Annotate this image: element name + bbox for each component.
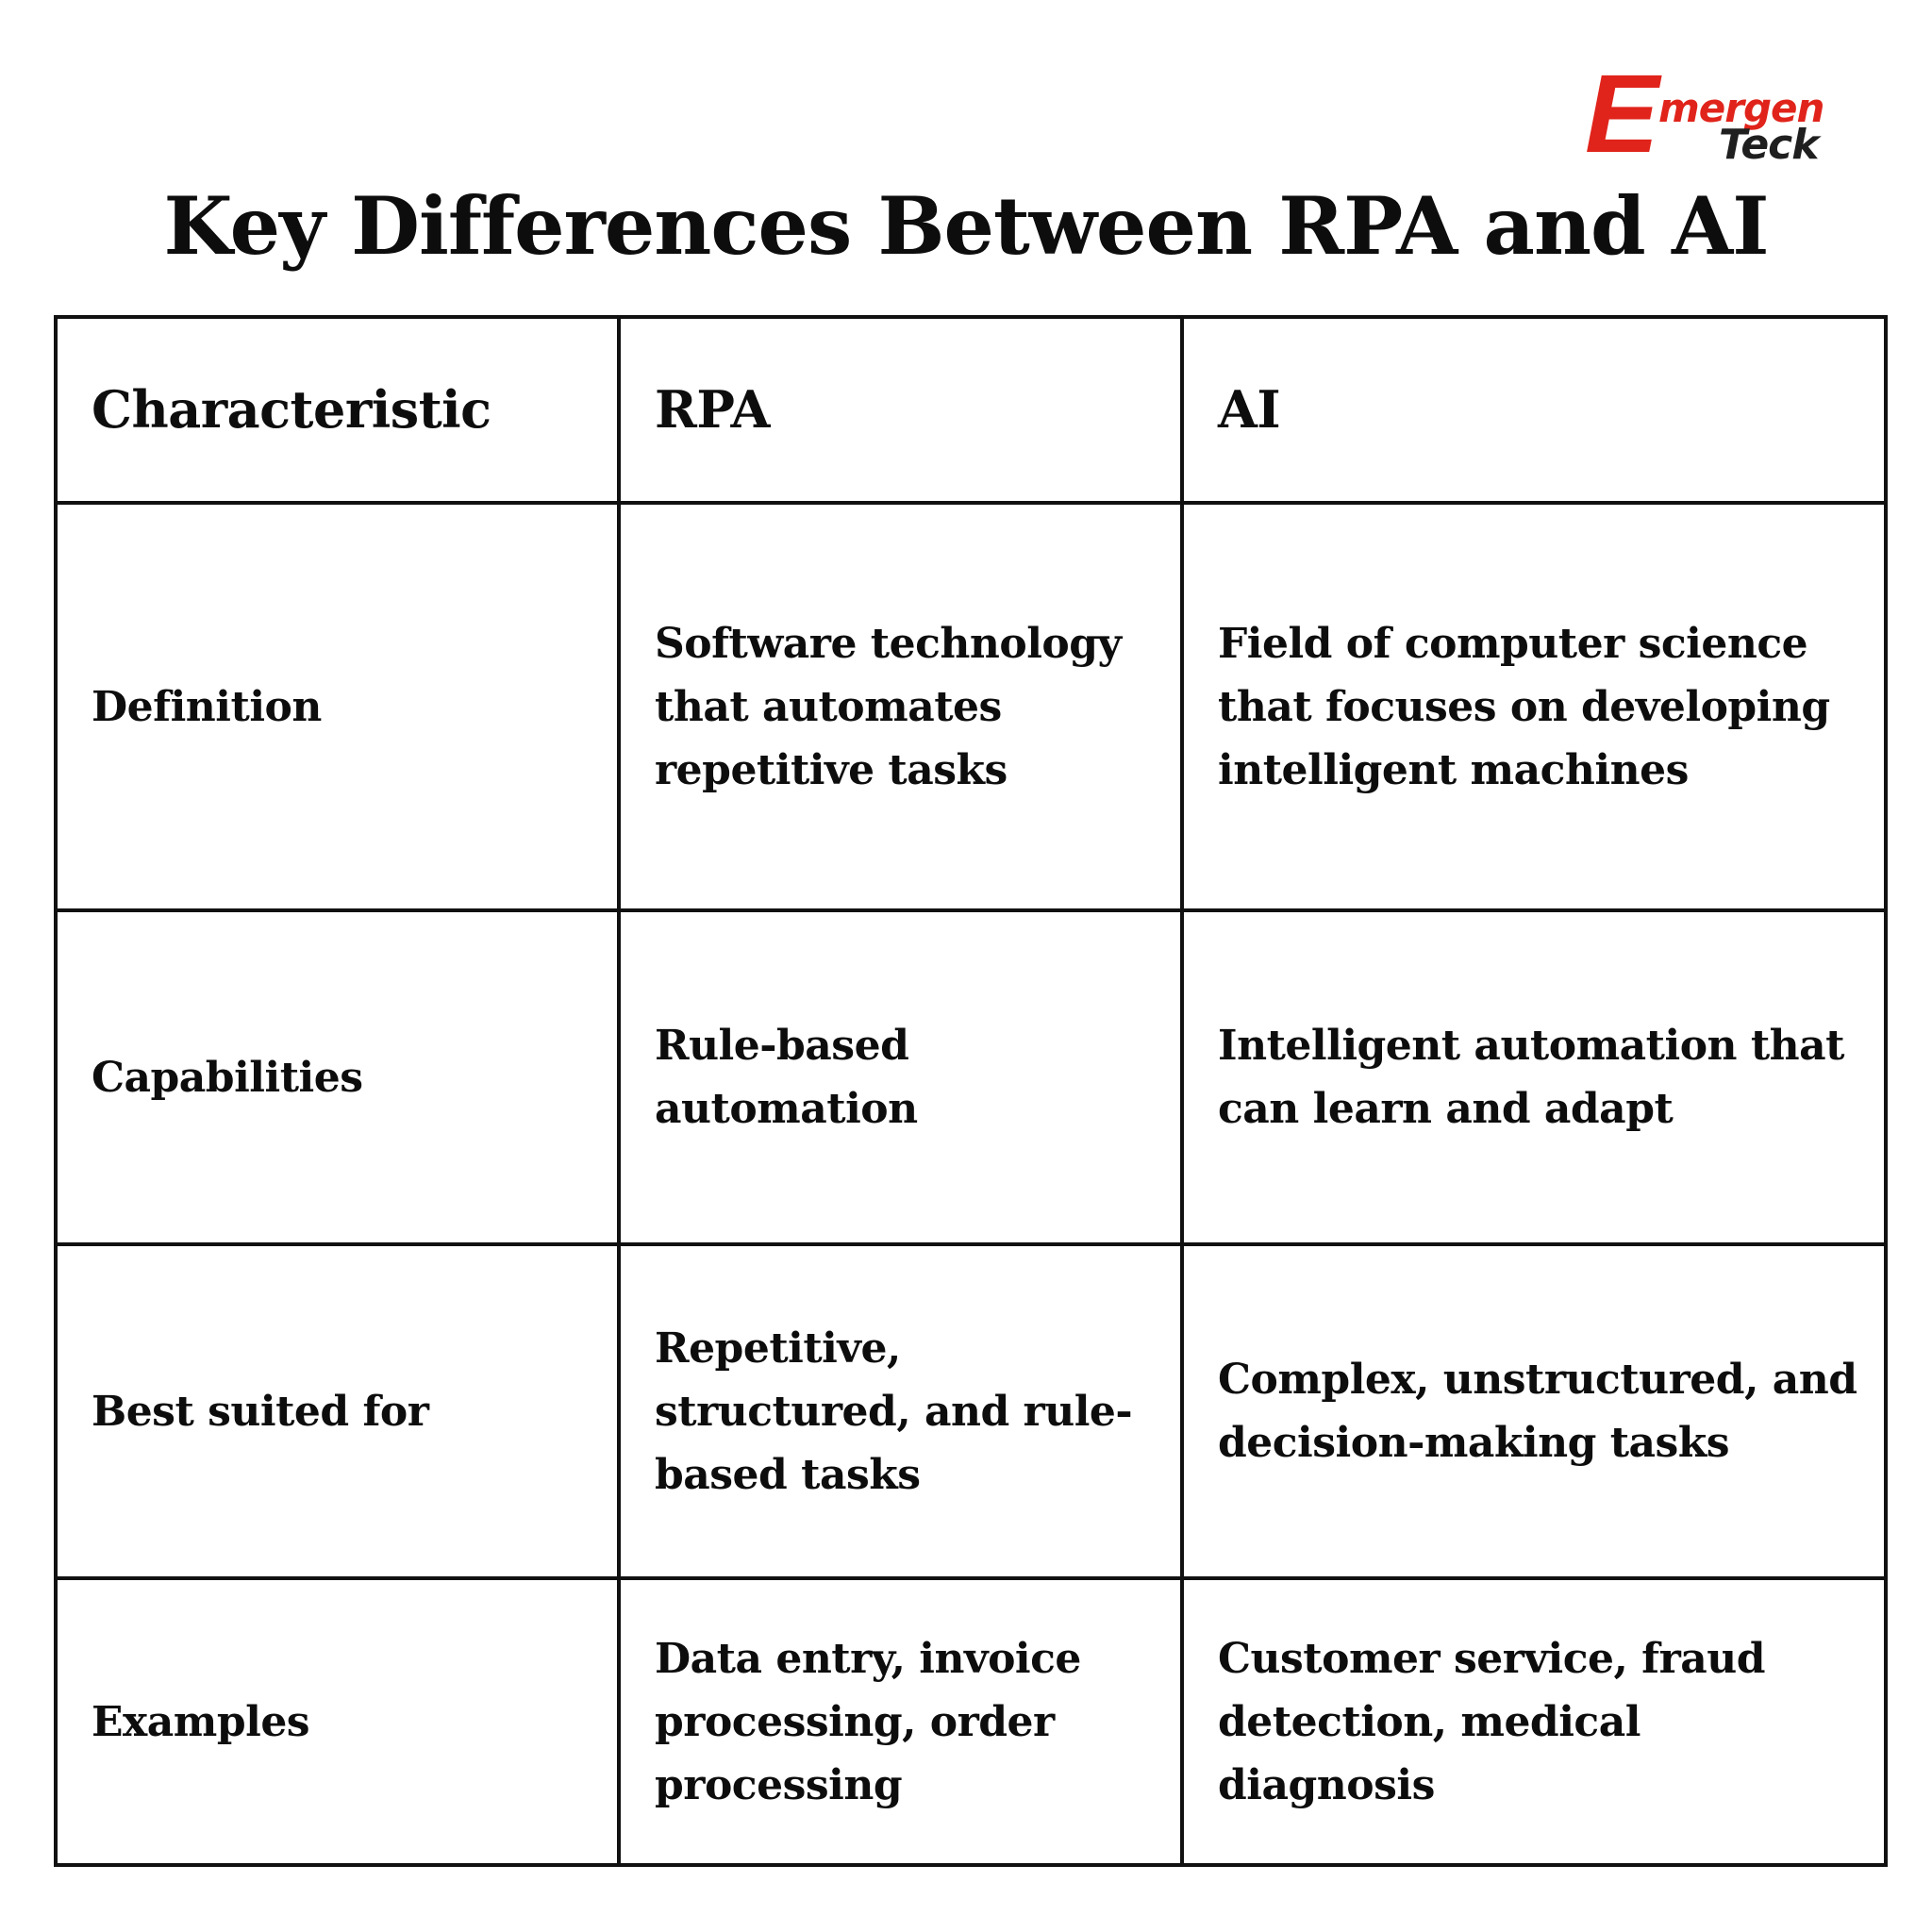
logo-wordmark-bottom: Teck [1719,121,1819,169]
ai-cell: Customer service, fraud detection, medical diagnosis [1182,1578,1886,1865]
rpa-cell: Software technology that automates repetitive tasks [619,503,1182,910]
ai-cell: Field of computer science that focuses on developing intelligent machines [1182,503,1886,910]
row-label-cell: Definition [56,503,619,910]
column-header-ai: AI [1182,317,1886,503]
row-label-cell: Examples [56,1578,619,1865]
table-row [56,910,1886,1244]
table-row [56,1578,1886,1865]
row-label-cell: Best suited for [56,1244,619,1578]
row-label-cell: Capabilities [56,910,619,1244]
rpa-cell: Repetitive, structured, and rule-based tasks [619,1244,1182,1578]
ai-cell: Complex, unstructured, and decision-making tasks [1182,1244,1886,1578]
table-row [56,503,1886,910]
comparison-table [54,315,1888,1867]
table-row [56,1244,1886,1578]
page-title: Key Differences Between RPA and AI [163,179,1769,273]
table-header-row [56,317,1886,503]
emergen-teck-logo [1585,52,1840,176]
column-header-characteristic: Characteristic [56,317,619,503]
rpa-cell: Data entry, invoice processing, order processing [619,1578,1182,1865]
rpa-cell: Rule-based automation [619,910,1182,1244]
column-header-rpa: RPA [619,317,1182,503]
logo-wordmark-top: mergen [1658,85,1824,131]
ai-cell: Intelligent automation that can learn and adapt [1182,910,1886,1244]
logo-letter: E [1585,52,1656,176]
